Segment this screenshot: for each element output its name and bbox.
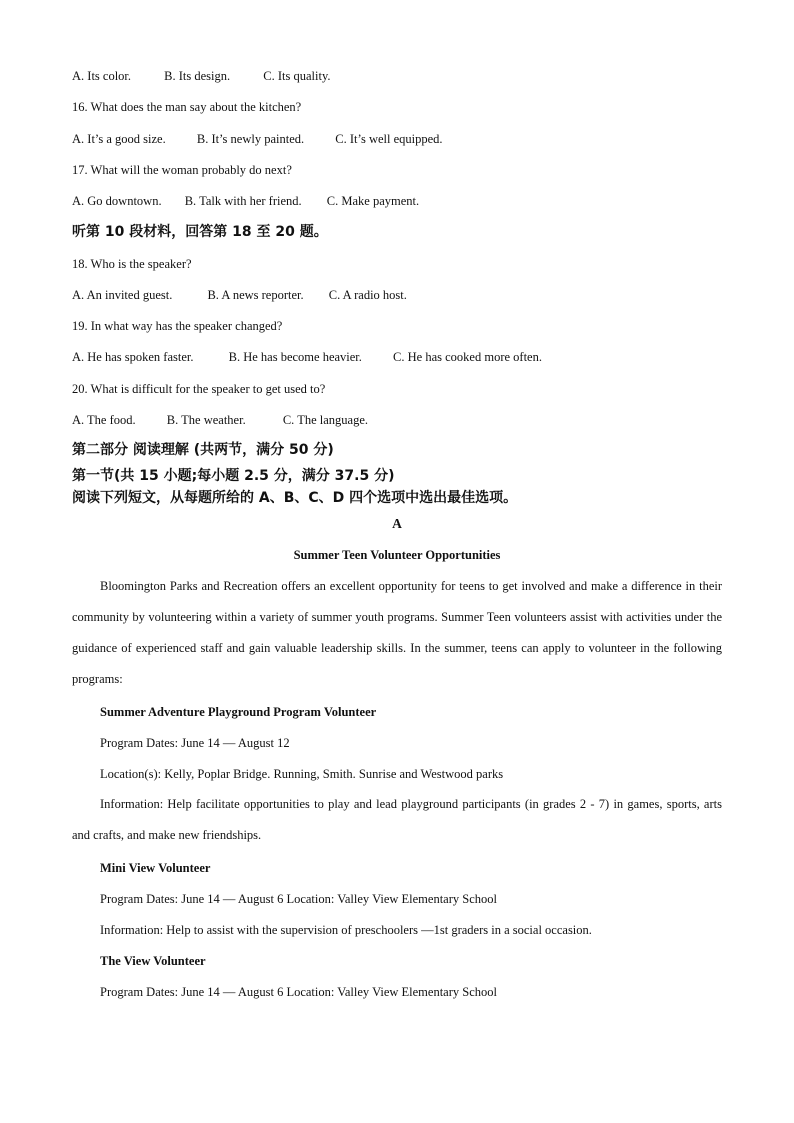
part2-heading: 第二部分 阅读理解 (共两节，满分 50 分) bbox=[72, 442, 334, 458]
q16-option-a: A. It’s a good size. bbox=[72, 132, 166, 146]
program1-information-text: Information: Help facilitate opportunities to play and lead playground participants (in grades 2 - 7) in games, sports, arts and crafts, and make new friendships. bbox=[72, 797, 722, 842]
q17-option-b: B. Talk with her friend. bbox=[184, 194, 302, 208]
passage-title: Summer Teen Volunteer Opportunities bbox=[293, 548, 501, 562]
q15-option-a: A. Its color. bbox=[72, 69, 132, 83]
reading-instruction: 阅读下列短文，从每题所给的 A、B、C、D 四个选项中选出最佳选项。 bbox=[72, 490, 518, 506]
program3-title: The View Volunteer bbox=[100, 954, 206, 968]
q18-option-b: B. A news reporter. bbox=[207, 288, 304, 302]
program2-title: Mini View Volunteer bbox=[100, 861, 211, 875]
section1-heading: 第一节(共 15 小题;每小题 2.5 分，满分 37.5 分) bbox=[72, 468, 395, 484]
q19-option-a: A. He has spoken faster. bbox=[72, 350, 194, 364]
program1-dates: Program Dates: June 14 — August 12 bbox=[100, 736, 290, 750]
q20-question: 20. What is difficult for the speaker to get used to? bbox=[72, 382, 326, 396]
q20-option-a: A. The food. bbox=[72, 413, 136, 427]
program1-title: Summer Adventure Playground Program Volunteer bbox=[100, 705, 377, 719]
q15-options bbox=[72, 68, 331, 84]
q15-option-c: C. Its quality. bbox=[263, 69, 331, 83]
q18-option-c: C. A radio host. bbox=[328, 288, 407, 302]
q19-options bbox=[72, 349, 542, 365]
q19-question: 19. In what way has the speaker changed? bbox=[72, 319, 283, 333]
section-10-heading: 听第 10 段材料，回答第 18 至 20 题。 bbox=[72, 224, 328, 240]
q17-options bbox=[72, 193, 419, 209]
program2-dates: Program Dates: June 14 — August 6 Location: Valley View Elementary School bbox=[100, 892, 497, 906]
q15-option-b: B. Its design. bbox=[164, 69, 231, 83]
q19-option-c: C. He has cooked more often. bbox=[393, 350, 542, 364]
intro-paragraph bbox=[72, 571, 722, 695]
program1-information bbox=[72, 789, 722, 851]
intro-paragraph-text: Bloomington Parks and Recreation offers an excellent opportunity for teens to get involved and make a difference in their community by volunteering within a variety of summer youth programs. Summer Teen volunteers assist with activities under the guidance of experienced staff and gain valuable leadership skills. In the summer, teens can apply to volunteer in the following programs: bbox=[72, 579, 722, 686]
passage-letter: A bbox=[392, 516, 402, 531]
q16-question: 16. What does the man say about the kitchen? bbox=[72, 100, 302, 114]
q20-option-b: B. The weather. bbox=[166, 413, 246, 427]
q16-options bbox=[72, 131, 443, 147]
program1-locations: Location(s): Kelly, Poplar Bridge. Running, Smith. Sunrise and Westwood parks bbox=[100, 767, 504, 781]
q18-options bbox=[72, 287, 407, 303]
program2-information: Information: Help to assist with the supervision of preschoolers —1st graders in a social occasion. bbox=[100, 923, 592, 937]
program3-dates: Program Dates: June 14 — August 6 Location: Valley View Elementary School bbox=[100, 985, 497, 999]
q17-question: 17. What will the woman probably do next? bbox=[72, 163, 292, 177]
q19-option-b: B. He has become heavier. bbox=[228, 350, 362, 364]
q17-option-c: C. Make payment. bbox=[326, 194, 420, 208]
q16-option-b: B. It’s newly painted. bbox=[196, 132, 305, 146]
q20-option-c: C. The language. bbox=[282, 413, 368, 427]
q17-option-a: A. Go downtown. bbox=[72, 194, 162, 208]
q18-option-a: A. An invited guest. bbox=[72, 288, 173, 302]
q20-options bbox=[72, 412, 368, 428]
q18-question: 18. Who is the speaker? bbox=[72, 257, 192, 271]
q16-option-c: C. It’s well equipped. bbox=[335, 132, 443, 146]
